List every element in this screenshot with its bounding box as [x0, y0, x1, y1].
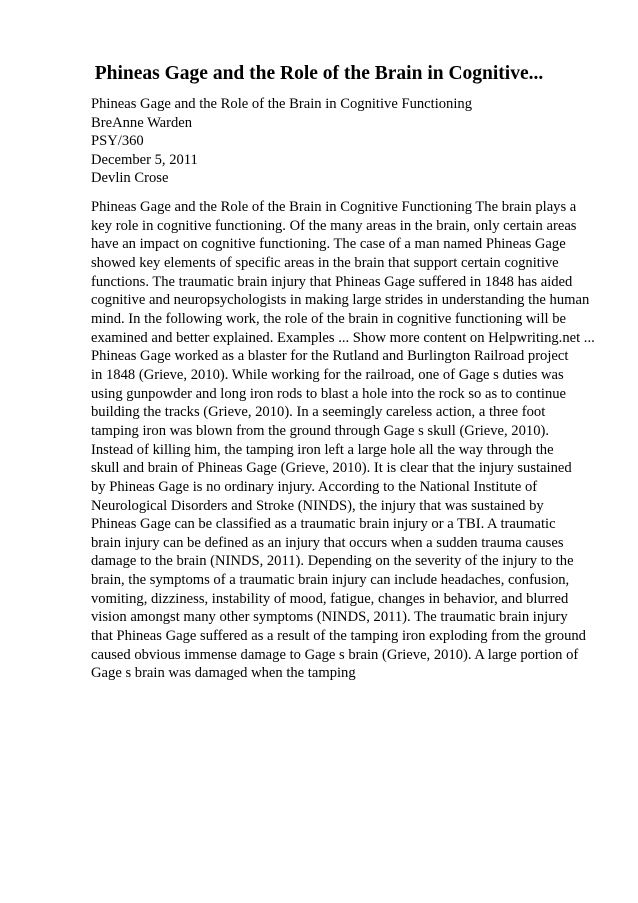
document-header — [91, 95, 611, 188]
body-text-line: Instead of killing him, the tamping iron left a large hole all the way through the — [91, 441, 554, 458]
body-text-line: Phineas Gage can be classified as a traumatic brain injury or a TBI. A traumatic — [91, 516, 556, 533]
body-text-line: functions. The traumatic brain injury that Phineas Gage suffered in 1848 has aided — [91, 273, 573, 290]
header-line-author: BreAnne Warden — [91, 114, 193, 131]
body-text-line: caused obvious immense damage to Gage s brain (Grieve, 2010). A large portion of — [91, 646, 579, 663]
body-text-line: tamping iron was blown from the ground through Gage s skull (Grieve, 2010). — [91, 422, 550, 439]
header-line-paper-title: Phineas Gage and the Role of the Brain in Cognitive Functioning — [91, 96, 472, 112]
body-text-line: examined and better explained. Examples ... Show more content on Helpwriting.net ... — [91, 329, 595, 346]
body-text-line: by Phineas Gage is no ordinary injury. According to the National Institute of — [91, 478, 538, 495]
body-text-line: skull and brain of Phineas Gage (Grieve, 2010). It is clear that the injury sustained — [91, 460, 572, 477]
body-text-line: damage to the brain (NINDS, 2011). Depending on the severity of the injury to the — [91, 553, 574, 570]
body-text-line: mind. In the following work, the role of the brain in cognitive functioning will be — [91, 310, 567, 327]
body-text-line: building the tracks (Grieve, 2010). In a seemingly careless action, a three foot — [91, 404, 546, 421]
body-text-line: cognitive and neuropsychologists in making large strides in understanding the human — [91, 292, 590, 309]
header-line-date: December 5, 2011 — [91, 151, 198, 168]
body-text-line: brain injury can be defined as an injury that occurs when a sudden trauma causes — [91, 534, 564, 551]
body-text-line: Gage s brain was damaged when the tamping — [91, 665, 356, 682]
header-line-instructor: Devlin Crose — [91, 170, 169, 186]
document-body — [91, 198, 601, 683]
body-text-line: in 1848 (Grieve, 2010). While working for the railroad, one of Gage s duties was — [91, 366, 564, 383]
body-text-line: vomiting, dizziness, instability of mood, fatigue, changes in behavior, and blurred — [91, 590, 569, 607]
document-title: Phineas Gage and the Role of the Brain in Cognitive... — [94, 63, 544, 84]
header-line-course: PSY/360 — [91, 133, 144, 149]
body-text-line: Phineas Gage worked as a blaster for the Rutland and Burlington Railroad project — [91, 348, 569, 365]
body-text-line: brain, the symptoms of a traumatic brain injury can include headaches, confusion, — [91, 572, 570, 589]
body-text-line: Phineas Gage and the Role of the Brain in Cognitive Functioning The brain plays a — [91, 199, 577, 215]
body-text-line: showed key elements of specific areas in the brain that support certain cognitive — [91, 254, 559, 271]
body-text-line: vision amongst many other symptoms (NINDS, 2011). The traumatic brain injury — [91, 609, 568, 626]
body-text-line: Neurological Disorders and Stroke (NINDS), the injury that was sustained by — [91, 497, 544, 514]
body-text-line: have an impact on cognitive functioning. The case of a man named Phineas Gage — [91, 236, 566, 253]
body-text-line: key role in cognitive functioning. Of the many areas in the brain, only certain areas — [91, 217, 577, 234]
body-text-line: that Phineas Gage suffered as a result of the tamping iron exploding from the ground — [91, 628, 586, 645]
body-text-line: using gunpowder and long iron rods to blast a hole into the rock so as to continue — [91, 385, 567, 402]
